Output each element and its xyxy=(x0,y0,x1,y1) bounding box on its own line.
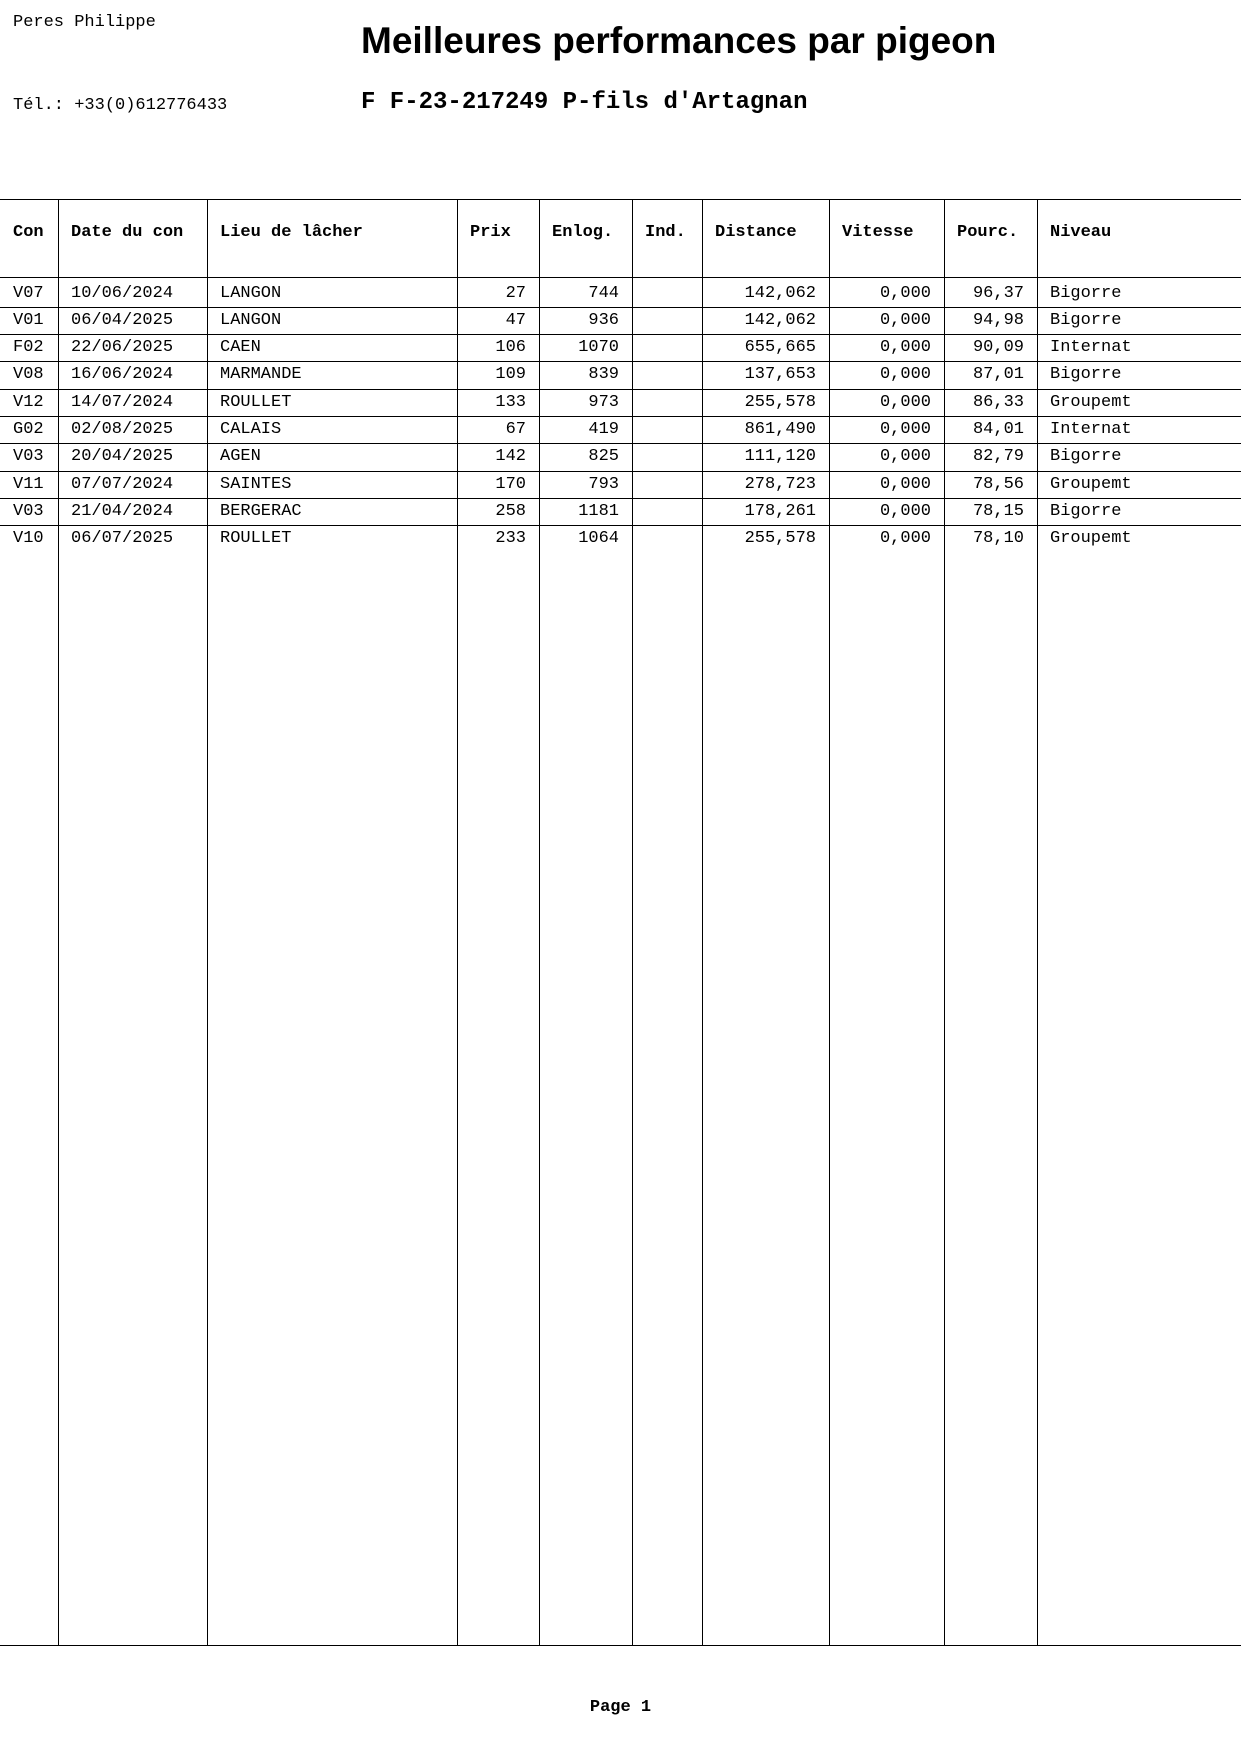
table-cell: 0,000 xyxy=(879,447,931,466)
table-cell: Internat xyxy=(1050,420,1132,439)
column-header: Lieu de lâcher xyxy=(220,223,363,242)
column-header: Date du con xyxy=(71,223,184,242)
row-divider xyxy=(0,199,1241,200)
row-divider xyxy=(0,498,1241,499)
table-cell: 78,10 xyxy=(972,529,1024,548)
table-cell: 20/04/2025 xyxy=(71,447,174,466)
table-cell: V10 xyxy=(13,529,44,548)
table-cell: V12 xyxy=(13,393,44,412)
table-cell: 233 xyxy=(495,529,526,548)
table-cell: 02/08/2025 xyxy=(71,420,174,439)
table-cell: 255,578 xyxy=(744,393,816,412)
row-divider xyxy=(0,525,1241,526)
table-cell: 111,120 xyxy=(744,447,816,466)
row-divider xyxy=(0,361,1241,362)
column-divider xyxy=(1037,199,1038,1646)
table-cell: 0,000 xyxy=(879,475,931,494)
table-cell: 78,56 xyxy=(972,475,1024,494)
table-cell: 0,000 xyxy=(879,365,931,384)
table-cell: MARMANDE xyxy=(220,365,302,384)
table-cell: SAINTES xyxy=(220,475,292,494)
table-cell: 0,000 xyxy=(879,529,931,548)
table-cell: 109 xyxy=(495,365,526,384)
table-cell: 0,000 xyxy=(879,420,931,439)
column-divider xyxy=(829,199,830,1646)
column-divider xyxy=(457,199,458,1646)
table-cell: 936 xyxy=(588,311,619,330)
table-cell: 10/06/2024 xyxy=(71,284,174,303)
table-cell: Bigorre xyxy=(1050,502,1122,521)
column-header: Prix xyxy=(470,223,511,242)
table-cell: 1064 xyxy=(578,529,619,548)
table-cell: ROULLET xyxy=(220,529,292,548)
table-cell: 06/07/2025 xyxy=(71,529,174,548)
row-divider xyxy=(0,471,1241,472)
row-divider xyxy=(0,416,1241,417)
table-cell: Groupemt xyxy=(1050,393,1132,412)
table-cell: 14/07/2024 xyxy=(71,393,174,412)
row-divider xyxy=(0,307,1241,308)
column-header: Distance xyxy=(715,223,797,242)
table-cell: 142 xyxy=(495,447,526,466)
table-cell: V01 xyxy=(13,311,44,330)
table-cell: 1181 xyxy=(578,502,619,521)
row-divider xyxy=(0,389,1241,390)
table-cell: 0,000 xyxy=(879,502,931,521)
table-cell: V07 xyxy=(13,284,44,303)
table-cell: 861,490 xyxy=(744,420,816,439)
table-cell: 22/06/2025 xyxy=(71,338,174,357)
table-cell: V11 xyxy=(13,475,44,494)
table-cell: 67 xyxy=(505,420,526,439)
table-cell: CAEN xyxy=(220,338,261,357)
column-divider xyxy=(539,199,540,1646)
table-cell: 84,01 xyxy=(972,420,1024,439)
table-cell: 0,000 xyxy=(879,311,931,330)
table-cell: 82,79 xyxy=(972,447,1024,466)
table-cell: 47 xyxy=(505,311,526,330)
table-cell: 21/04/2024 xyxy=(71,502,174,521)
column-header: Enlog. xyxy=(552,223,614,242)
table-cell: AGEN xyxy=(220,447,261,466)
table-cell: 258 xyxy=(495,502,526,521)
table-cell: 06/04/2025 xyxy=(71,311,174,330)
table-cell: 655,665 xyxy=(744,338,816,357)
table-cell: 07/07/2024 xyxy=(71,475,174,494)
table-cell: CALAIS xyxy=(220,420,282,439)
table-cell: Groupemt xyxy=(1050,475,1132,494)
table-cell: 106 xyxy=(495,338,526,357)
table-cell: V03 xyxy=(13,502,44,521)
table-cell: 0,000 xyxy=(879,284,931,303)
table-cell: 87,01 xyxy=(972,365,1024,384)
table-cell: Bigorre xyxy=(1050,284,1122,303)
column-divider xyxy=(632,199,633,1646)
table-cell: 255,578 xyxy=(744,529,816,548)
column-divider xyxy=(944,199,945,1646)
table-cell: 27 xyxy=(505,284,526,303)
table-cell: Internat xyxy=(1050,338,1132,357)
column-divider xyxy=(207,199,208,1646)
table-cell: 86,33 xyxy=(972,393,1024,412)
table-cell: 0,000 xyxy=(879,338,931,357)
table-cell: LANGON xyxy=(220,284,282,303)
table-cell: 78,15 xyxy=(972,502,1024,521)
column-header: Vitesse xyxy=(842,223,914,242)
table-cell: BERGERAC xyxy=(220,502,302,521)
table-cell: Groupemt xyxy=(1050,529,1132,548)
table-cell: 94,98 xyxy=(972,311,1024,330)
table-cell: 133 xyxy=(495,393,526,412)
table-cell: 839 xyxy=(588,365,619,384)
table-cell: V08 xyxy=(13,365,44,384)
table-cell: ROULLET xyxy=(220,393,292,412)
table-cell: 744 xyxy=(588,284,619,303)
table-cell: 16/06/2024 xyxy=(71,365,174,384)
table-cell: G02 xyxy=(13,420,44,439)
table-cell: 1070 xyxy=(578,338,619,357)
table-cell: 419 xyxy=(588,420,619,439)
row-divider xyxy=(0,443,1241,444)
table-cell: 0,000 xyxy=(879,393,931,412)
table-cell: Bigorre xyxy=(1050,311,1122,330)
column-header: Niveau xyxy=(1050,223,1112,242)
column-header: Pourc. xyxy=(957,223,1019,242)
owner-name: Peres Philippe xyxy=(13,13,156,32)
row-divider xyxy=(0,277,1241,278)
table-cell: F02 xyxy=(13,338,44,357)
table-cell: 278,723 xyxy=(744,475,816,494)
column-header: Con xyxy=(13,223,44,242)
table-cell: Bigorre xyxy=(1050,365,1122,384)
table-cell: 142,062 xyxy=(744,311,816,330)
table-cell: 90,09 xyxy=(972,338,1024,357)
table-cell: 137,653 xyxy=(744,365,816,384)
table-cell: 825 xyxy=(588,447,619,466)
table-cell: 96,37 xyxy=(972,284,1024,303)
table-cell: LANGON xyxy=(220,311,282,330)
row-divider xyxy=(0,1645,1241,1646)
table-cell: Bigorre xyxy=(1050,447,1122,466)
page-title: Meilleures performances par pigeon xyxy=(361,20,997,61)
table-cell: 142,062 xyxy=(744,284,816,303)
column-divider xyxy=(702,199,703,1646)
table-cell: 973 xyxy=(588,393,619,412)
page-number: Page 1 xyxy=(589,1698,652,1717)
column-divider xyxy=(58,199,59,1646)
pigeon-id: F F-23-217249 P-fils d'Artagnan xyxy=(361,89,808,116)
table-cell: 170 xyxy=(495,475,526,494)
column-header: Ind. xyxy=(645,223,686,242)
table-cell: 178,261 xyxy=(744,502,816,521)
table-cell: V03 xyxy=(13,447,44,466)
owner-phone: Tél.: +33(0)612776433 xyxy=(13,96,228,115)
table-cell: 793 xyxy=(588,475,619,494)
row-divider xyxy=(0,334,1241,335)
